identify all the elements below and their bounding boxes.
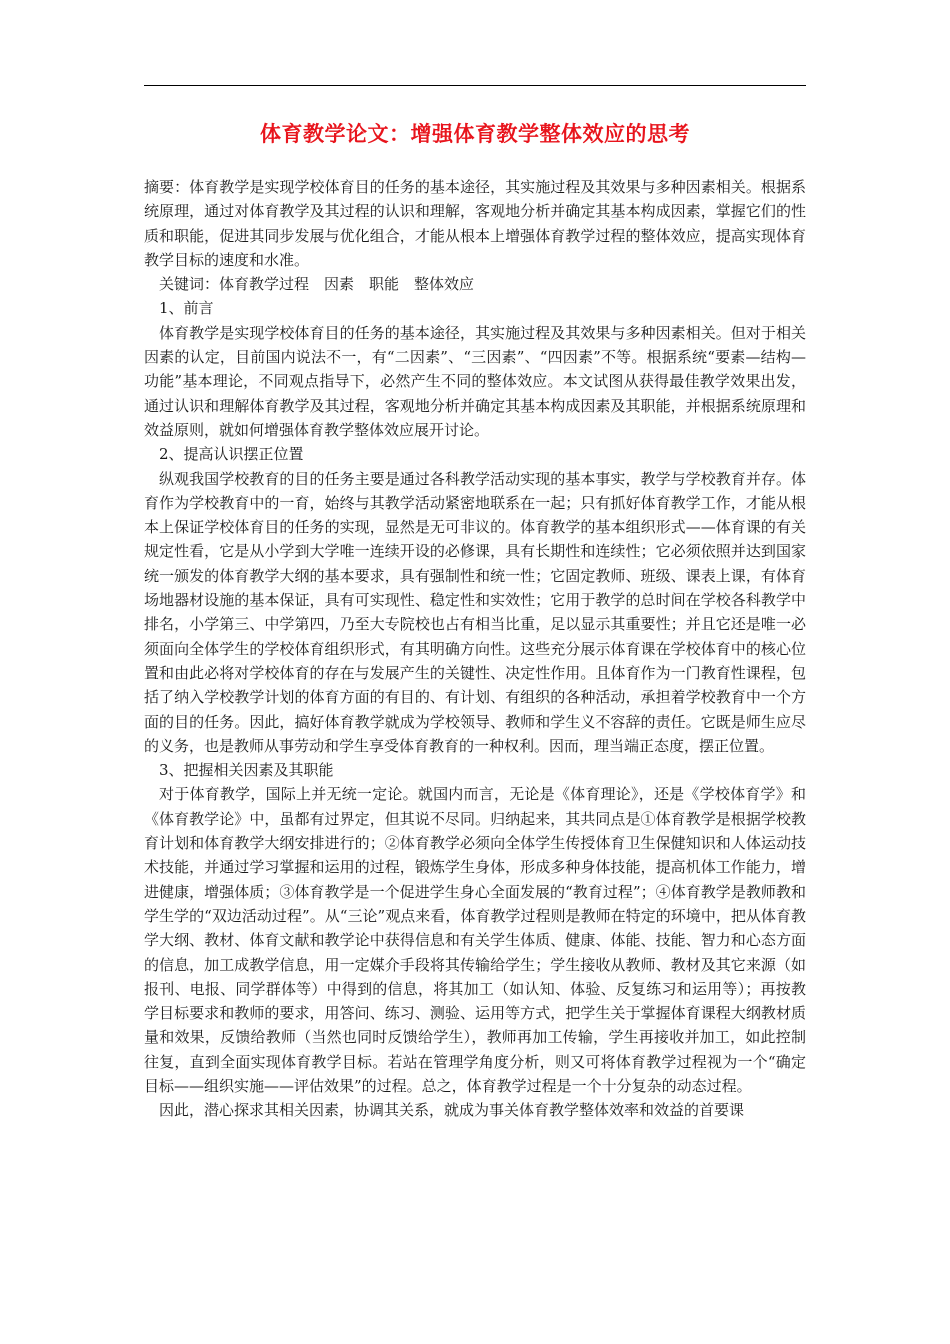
body-paragraph: 因此，潜心探求其相关因素，协调其关系，就成为事关体育教学整体效率和效益的首要课 bbox=[159, 1101, 745, 1120]
body-paragraph: 纵观我国学校教育的目的任务主要是通过各科教学活动实现的基本事实，教学与学校教育并存。体育作为学校教育中的一育，始终与其教学活动紧密地联系在一起；只有抓好体育教学工作，才能从根本上保证学校体育目的任务的实现，显然是无可非议的。体育教学的基本组织形式——体育课的有关规定性看，它是从小学到大学唯一连续开设的必修课，具有长期性和连续性；它必须依照并达到国家统一颁发的体育教学大纲的基本要求，具有强制性和统一性；它固定教师、班级、课表上课，有体育场地器材设施的基本保证，具有可实现性、稳定性和实效性；它用于教学的总时间在学校各科教学中排名，小学第三、中学第四，乃至大专院校也占有相当比重，足以显示其重要性；并且它还是唯一必须面向全体学生的学校体育组织形式，有其明确方向性。这些充分展示体育课在学校体育中的核心位置和由此必将对学校体育的存在与发展产生的关键性、决定性作用。且体育作为一门教育性课程，包括了纳入学校教学计划的体育方面的有目的、有计划、有组织的各种活动，承担着学校教育中一个方面的目的任务。因此，搞好体育教学就成为学校领导、教师和学生义不容辞的责任。它既是师生应尽的义务，也是教师从事劳动和学生享受体育教育的一种权利。因而，理当端正态度，摆正位置。 bbox=[144, 469, 806, 755]
section-heading: 1、前言 bbox=[159, 299, 214, 318]
header-rule bbox=[144, 85, 806, 86]
document-body bbox=[144, 175, 806, 1123]
document-title: 体育教学论文：增强体育教学整体效应的思考 bbox=[260, 121, 690, 146]
body-paragraph: 体育教学是实现学校体育目的任务的基本途径，其实施过程及其效果与多种因素相关。但对于相关因素的认定，目前国内说法不一，有“二因素”、“三因素”、“四因素”不等。根据系统“要素—结构—功能”基本理论，不同观点指导下，必然产生不同的整体效应。本文试图从获得最佳教学效果出发，通过认识和理解体育教学及其过程，客观地分析并确定其基本构成因素及其职能，并根据系统原理和效益原则，就如何增强体育教学整体效应展开讨论。 bbox=[144, 323, 806, 439]
body-paragraph: 对于体育教学，国际上并无统一定论。就国内而言，无论是《体育理论》，还是《学校体育学》和《体育教学论》中，虽都有过界定，但其说不尽同。归纳起来，其共同点是①体育教学是根据学校教育计划和体育教学大纲安排进行的；②体育教学必须向全体学生传授体育卫生保健知识和人体运动技术技能，并通过学习掌握和运用的过程，锻炼学生身体，形成多种身体技能，提高机体工作能力，增进健康，增强体质；③体育教学是一个促进学生身心全面发展的“教育过程”；④体育教学是教师教和学生学的“双边活动过程”。从“三论”观点来看，体育教学过程则是教师在特定的环境中，把从体育教学大纲、教材、体育文献和教学论中获得信息和有关学生体质、健康、体能、技能、智力和心态方面的信息，加工成教学信息，用一定媒介手段将其传输给学生；学生接收从教师、教材及其它来源（如报刊、电报、同学群体等）中得到的信息，将其加工（如认知、体验、反复练习和运用等）；再按教学目标要求和教师的要求，用答问、练习、测验、运用等方式，把学生关于掌握体育课程大纲教材质量和效果，反馈给教师（当然也同时反馈给学生），教师再加工传输，学生再接收并加工，如此控制往复，直到全面实现体育教学目标。若站在管理学角度分析，则又可将体育教学过程视为一个“确定目标——组织实施——评估效果”的过程。总之，体育教学过程是一个十分复杂的动态过程。 bbox=[144, 785, 806, 1095]
keywords-line: 关键词：体育教学过程 因素 职能 整体效应 bbox=[159, 275, 475, 294]
section-heading: 2、提高认识摆正位置 bbox=[159, 445, 304, 464]
section-heading: 3、把握相关因素及其职能 bbox=[159, 761, 334, 780]
abstract-paragraph: 摘要：体育教学是实现学校体育目的任务的基本途径，其实施过程及其效果与多种因素相关。根据系统原理，通过对体育教学及其过程的认识和理解，客观地分析并确定其基本构成因素，掌握它们的性质和职能，促进其同步发展与优化组合，才能从根本上增强体育教学过程的整体效应，提高实现体育教学目标的速度和水准。 bbox=[144, 178, 806, 269]
